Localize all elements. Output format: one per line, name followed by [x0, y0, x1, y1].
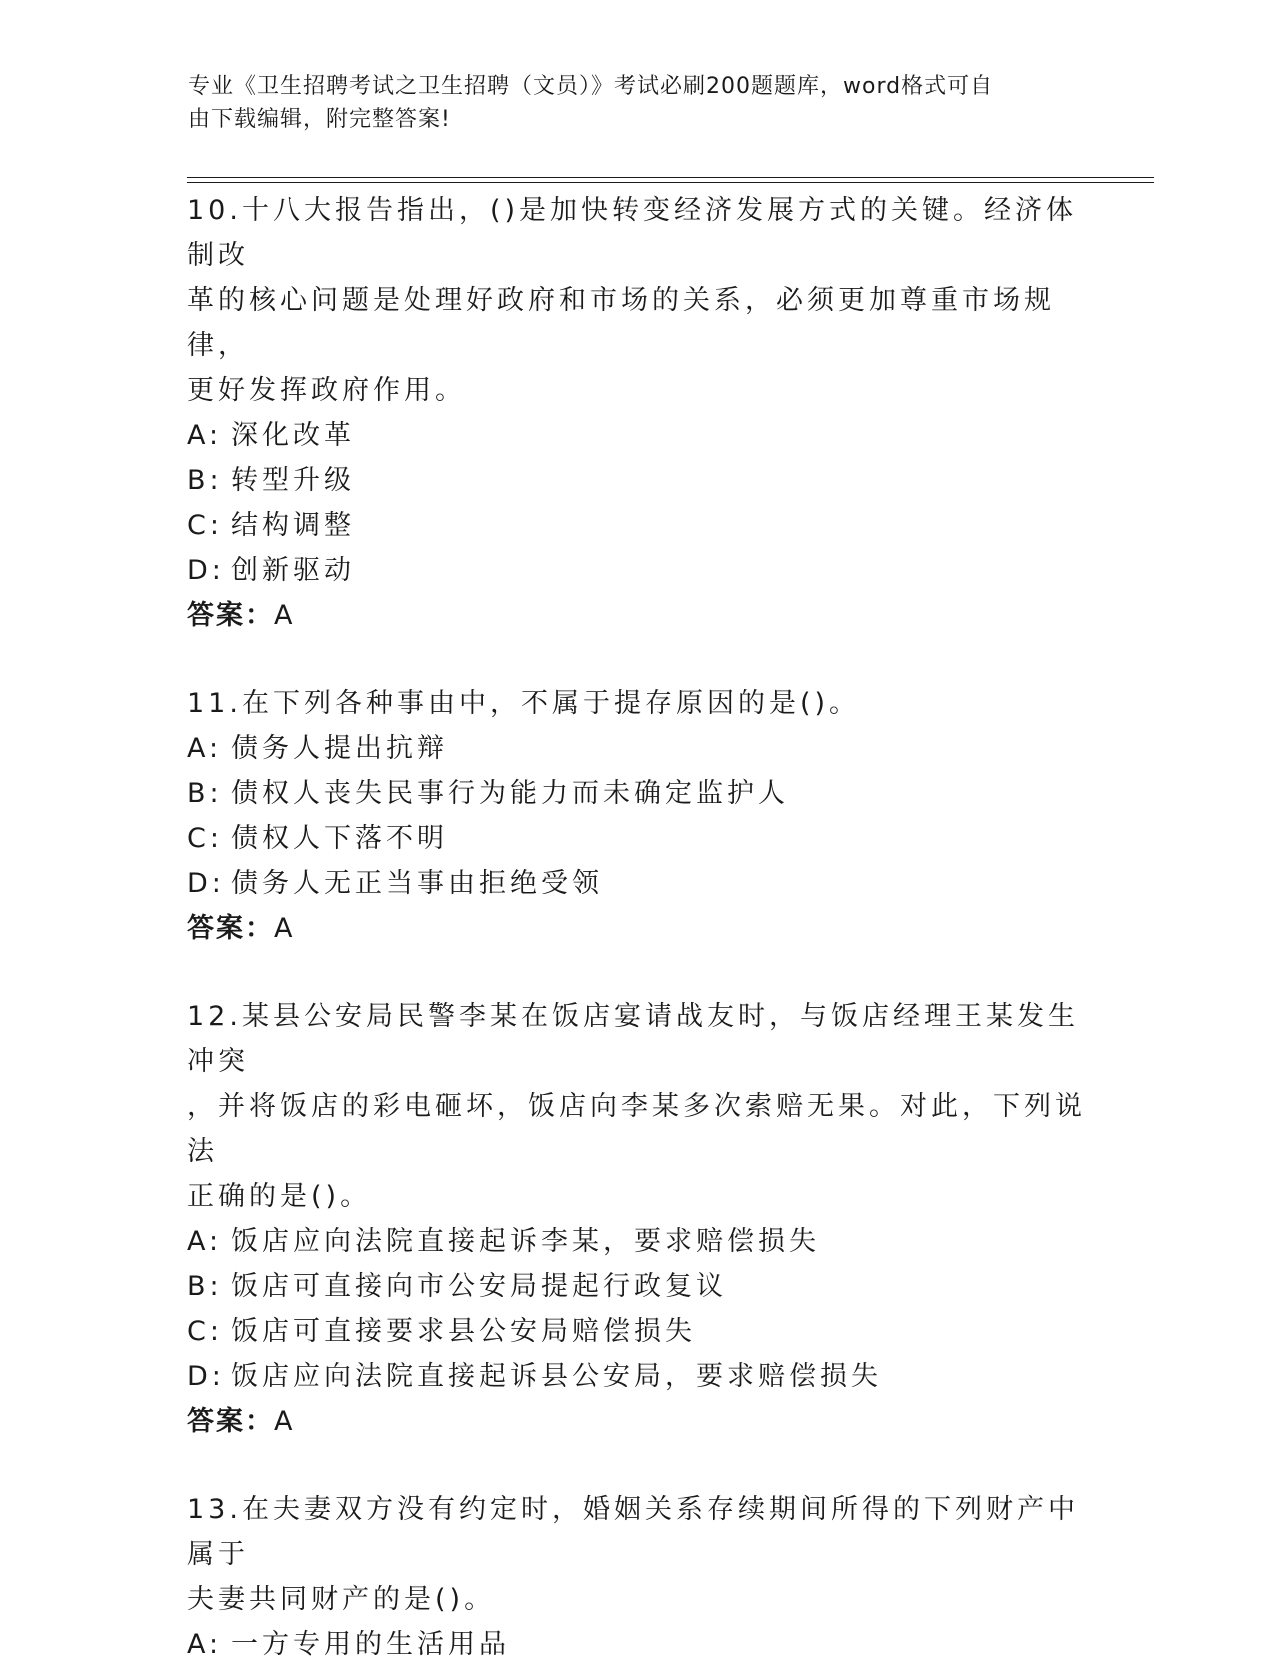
- option-letter: C:: [187, 823, 223, 854]
- question-stem-line: 11.在下列各种事由中，不属于提存原因的是()。: [187, 688, 861, 719]
- question-spacer: [187, 1444, 1087, 1487]
- question-stem-line: 10.十八大报告指出，()是加快转变经济发展方式的关键。经济体制改: [187, 195, 1078, 271]
- option-letter: D:: [187, 1361, 225, 1392]
- option-a: [187, 413, 1087, 458]
- answer-line: [187, 593, 1087, 638]
- option-letter: D:: [187, 555, 225, 586]
- option-text: 饭店可直接要求县公安局赔偿损失: [231, 1316, 696, 1347]
- question-list: [187, 188, 1087, 1667]
- option-letter: C:: [187, 1316, 223, 1347]
- answer-value: A: [274, 1406, 295, 1437]
- question-spacer: [187, 638, 1087, 681]
- option-letter: B:: [187, 1271, 223, 1302]
- header-divider-top: [187, 177, 1154, 178]
- option-text: 债务人无正当事由拒绝受领: [231, 868, 603, 899]
- option-letter: B:: [187, 778, 223, 809]
- option-b: [187, 458, 1087, 503]
- question-stem-line: 更好发挥政府作用。: [187, 375, 466, 406]
- option-a: [187, 726, 1087, 771]
- answer-label: 答案：: [187, 600, 274, 631]
- option-text: 饭店应向法院直接起诉李某，要求赔偿损失: [231, 1226, 820, 1257]
- option-d: [187, 1354, 1087, 1399]
- option-a: [187, 1219, 1087, 1264]
- option-text: 结构调整: [231, 510, 355, 541]
- option-text: 债权人下落不明: [231, 823, 448, 854]
- option-text: 一方专用的生活用品: [231, 1629, 510, 1660]
- option-letter: A:: [187, 1226, 223, 1257]
- option-d: [187, 861, 1087, 906]
- option-text: 债权人丧失民事行为能力而未确定监护人: [231, 778, 789, 809]
- answer-value: A: [274, 600, 295, 631]
- option-c: [187, 816, 1087, 861]
- option-text: 深化改革: [231, 420, 355, 451]
- header-line-2: 由下载编辑，附完整答案!: [188, 107, 451, 132]
- document-header: [188, 70, 1068, 136]
- option-text: 债务人提出抗辩: [231, 733, 448, 764]
- answer-label: 答案：: [187, 913, 274, 944]
- question-12: [187, 994, 1087, 1444]
- option-text: 转型升级: [231, 465, 355, 496]
- option-c: [187, 503, 1087, 548]
- option-text: 饭店可直接向市公安局提起行政复议: [231, 1271, 727, 1302]
- option-text: 饭店应向法院直接起诉县公安局，要求赔偿损失: [231, 1361, 882, 1392]
- question-10: [187, 188, 1087, 638]
- question-13: [187, 1487, 1087, 1667]
- question-stem-line: 夫妻共同财产的是()。: [187, 1584, 496, 1615]
- header-divider-bottom: [187, 182, 1154, 183]
- question-stem-line: 革的核心问题是处理好政府和市场的关系，必须更加尊重市场规律，: [187, 285, 1055, 361]
- answer-label: 答案：: [187, 1406, 274, 1437]
- question-11: [187, 681, 1087, 951]
- question-stem-line: ，并将饭店的彩电砸坏，饭店向李某多次索赔无果。对此，下列说法: [187, 1091, 1086, 1167]
- option-a: [187, 1622, 1087, 1667]
- question-stem-line: 13.在夫妻双方没有约定时，婚姻关系存续期间所得的下列财产中属于: [187, 1494, 1079, 1570]
- question-spacer: [187, 951, 1087, 994]
- question-stem-line: 12.某县公安局民警李某在饭店宴请战友时，与饭店经理王某发生冲突: [187, 1001, 1079, 1077]
- header-line-1: 专业《卫生招聘考试之卫生招聘（文员）》考试必刷200题题库，word格式可自: [188, 74, 994, 99]
- option-letter: A:: [187, 733, 223, 764]
- answer-line: [187, 906, 1087, 951]
- question-stem-line: 正确的是()。: [187, 1181, 372, 1212]
- option-letter: C:: [187, 510, 223, 541]
- option-letter: B:: [187, 465, 223, 496]
- option-c: [187, 1309, 1087, 1354]
- option-text: 创新驱动: [231, 555, 355, 586]
- option-d: [187, 548, 1087, 593]
- option-b: [187, 771, 1087, 816]
- answer-value: A: [274, 913, 295, 944]
- option-b: [187, 1264, 1087, 1309]
- option-letter: A:: [187, 1629, 223, 1660]
- option-letter: A:: [187, 420, 223, 451]
- option-letter: D:: [187, 868, 225, 899]
- answer-line: [187, 1399, 1087, 1444]
